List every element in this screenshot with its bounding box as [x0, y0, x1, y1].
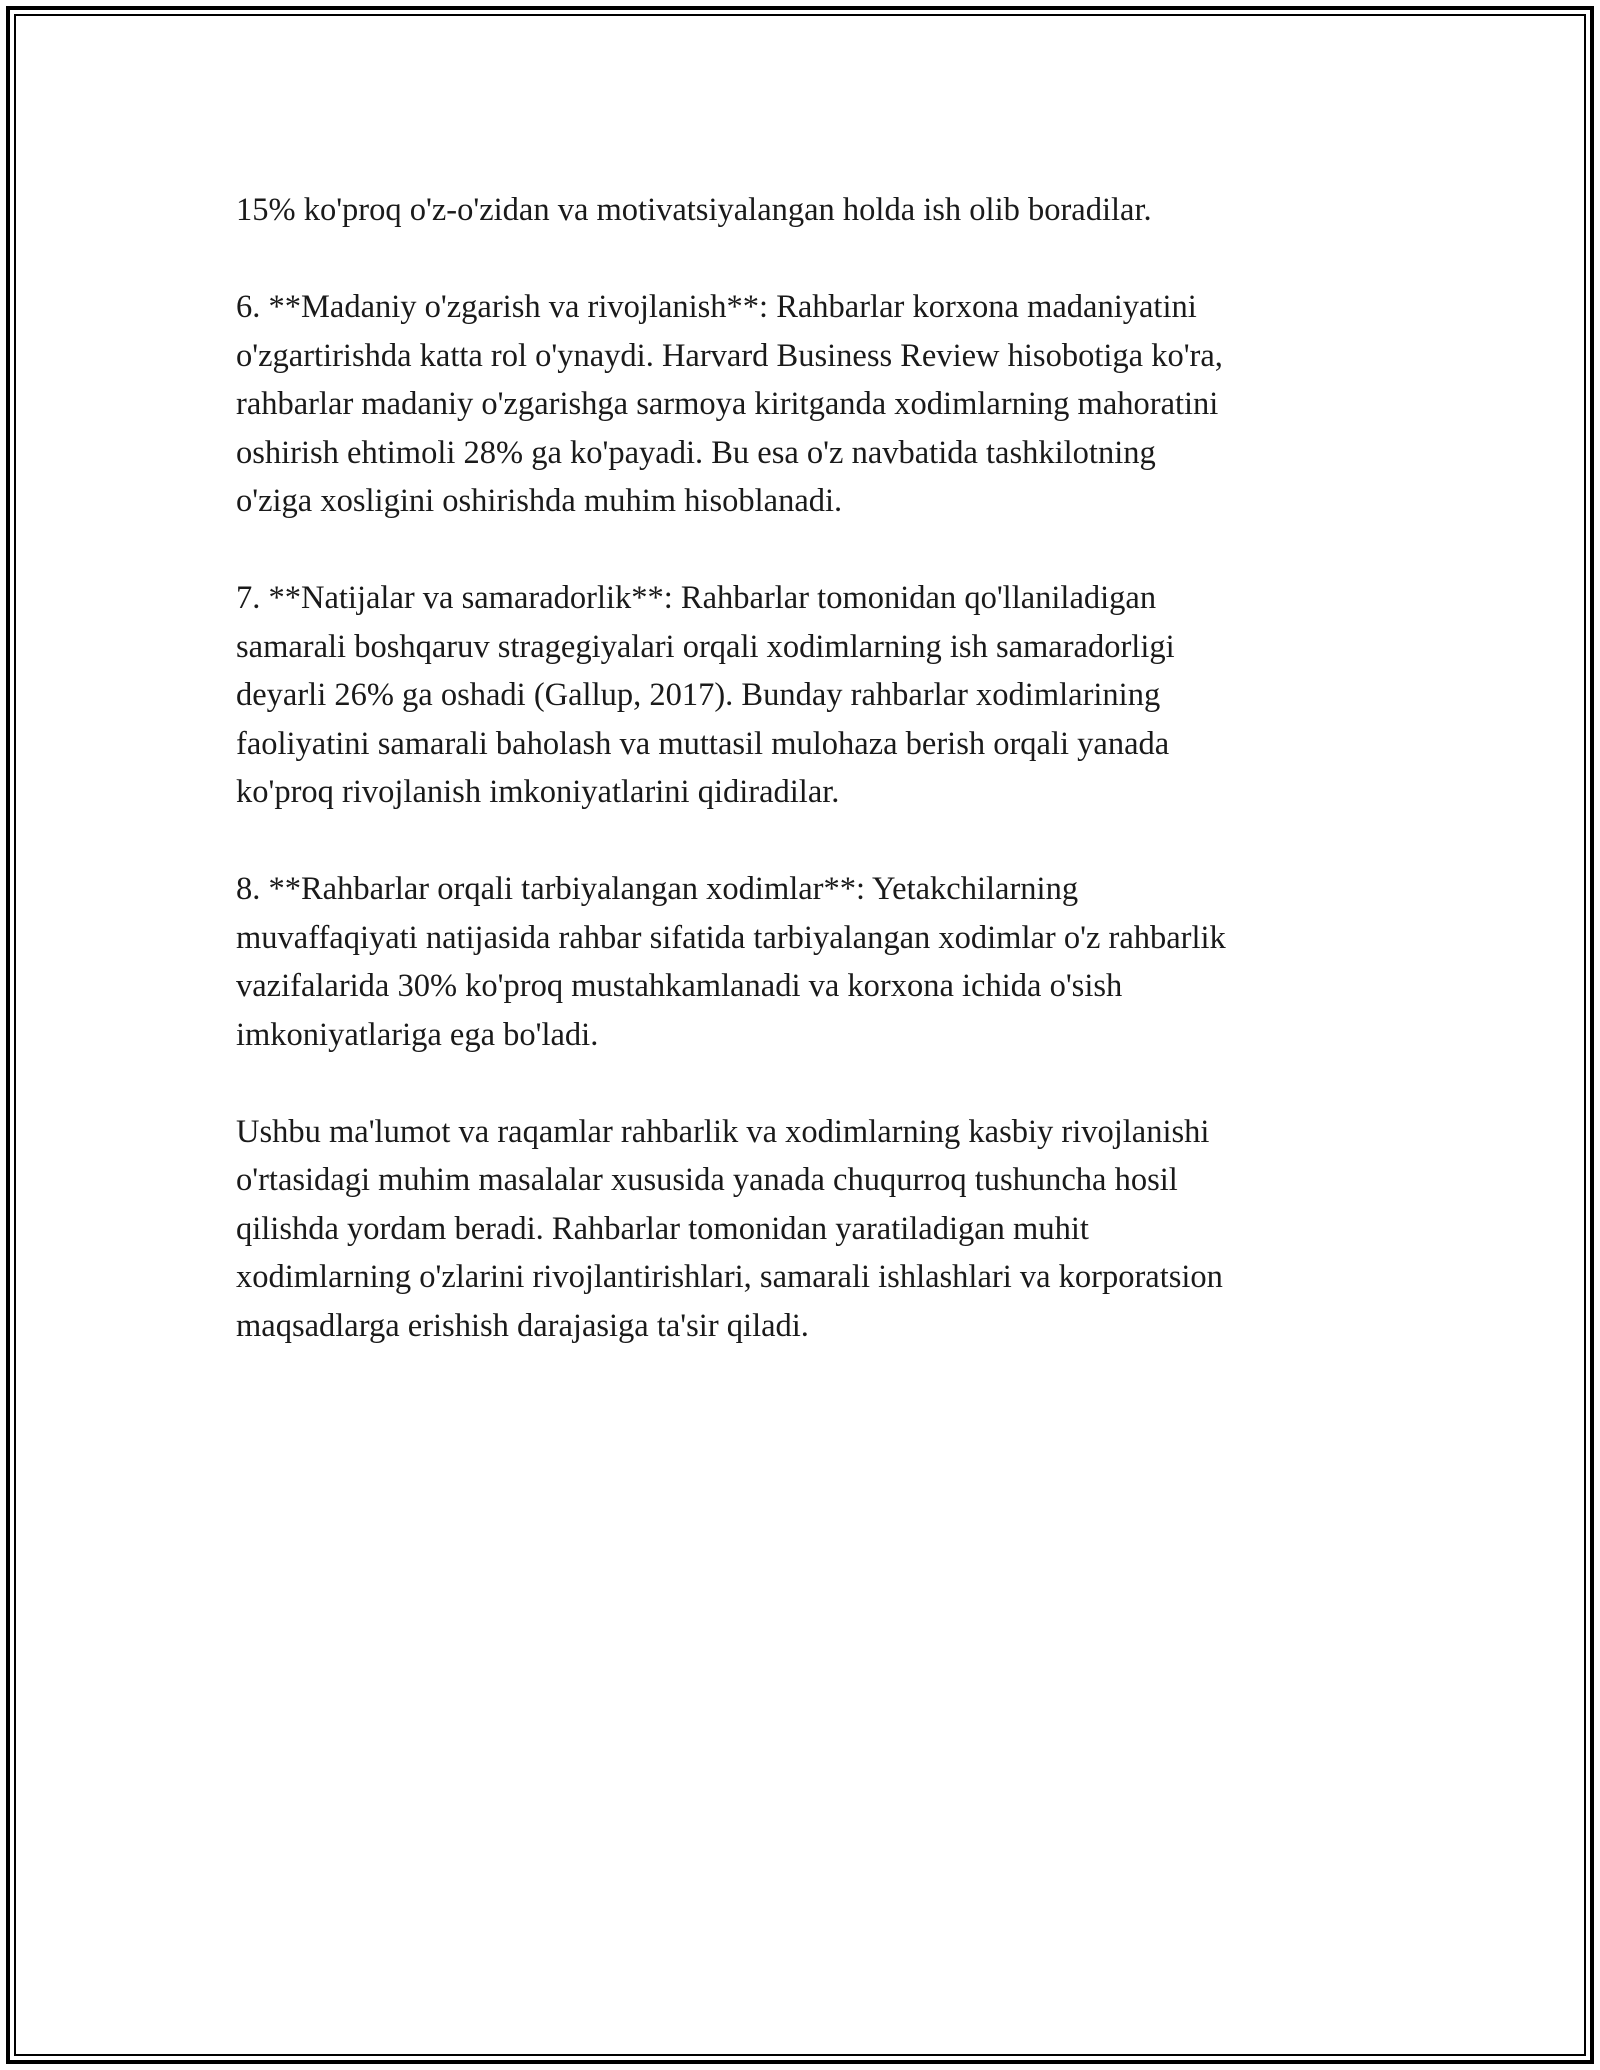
- paragraph-gap: [236, 526, 1366, 575]
- text-line: o'rtasidagi muhim masalalar xususida yanada chuqurroq tushuncha hosil: [236, 1162, 1178, 1198]
- paragraph-gap: [236, 1059, 1366, 1108]
- text-line: o'ziga xosligini oshirishda muhim hisoblanadi.: [236, 483, 843, 519]
- text-line: maqsadlarga erishish darajasiga ta'sir qiladi.: [236, 1307, 809, 1344]
- paragraph-item-7: [236, 574, 1366, 817]
- paragraph-gap: [236, 235, 1366, 284]
- text-line: 8. **Rahbarlar orqali tarbiyalangan xodimlar**: Yetakchilarning: [236, 871, 1079, 907]
- text-line: 15% ko'proq o'z-o'zidan va motivatsiyalangan holda ish olib boradilar.: [236, 192, 1152, 228]
- paragraph-item-6: [236, 283, 1366, 526]
- paragraph-gap: [236, 817, 1366, 866]
- text-line: deyarli 26% ga oshadi (Gallup, 2017). Bunday rahbarlar xodimlarining: [236, 677, 1161, 713]
- text-line: oshirish ehtimoli 28% ga ko'payadi. Bu esa o'z navbatida tashkilotning: [236, 434, 1156, 471]
- text-line: 6. **Madaniy o'zgarish va rivojlanish**: Rahbarlar korxona madaniyatini: [236, 289, 1197, 325]
- text-line: samarali boshqaruv stragegiyalari orqali xodimlarning ish samaradorligi: [236, 628, 1175, 665]
- text-line: xodimlarning o'zlarini rivojlantirishlari, samarali ishlashlari va korporatsion: [236, 1259, 1223, 1295]
- text-line: muvaffaqiyati natijasida rahbar sifatida tarbiyalangan xodimlar o'z rahbarlik: [236, 919, 1226, 956]
- paragraph-item-8: [236, 865, 1366, 1059]
- text-line: vazifalarida 30% ko'proq mustahkamlanadi va korxona ichida o'sish: [236, 968, 1123, 1004]
- text-line: o'zgartirishda katta rol o'ynaydi. Harvard Business Review hisobotiga ko'ra,: [236, 337, 1223, 374]
- text-line: rahbarlar madaniy o'zgarishga sarmoya kiritganda xodimlarning mahoratini: [236, 386, 1219, 422]
- text-line: Ushbu ma'lumot va raqamlar rahbarlik va xodimlarning kasbiy rivojlanishi: [236, 1113, 1210, 1150]
- paragraph-intro: [236, 186, 1366, 235]
- document-body: [236, 186, 1366, 1350]
- text-line: 7. **Natijalar va samaradorlik**: Rahbarlar tomonidan qo'llaniladigan: [236, 580, 1157, 616]
- text-line: imkoniyatlariga ega bo'ladi.: [236, 1016, 599, 1053]
- text-line: faoliyatini samarali baholash va muttasil mulohaza berish orqali yanada: [236, 725, 1170, 762]
- text-line: ko'proq rivojlanish imkoniyatlarini qidiradilar.: [236, 774, 840, 810]
- paragraph-conclusion: [236, 1108, 1366, 1351]
- text-line: qilishda yordam beradi. Rahbarlar tomonidan yaratiladigan muhit: [236, 1210, 1089, 1247]
